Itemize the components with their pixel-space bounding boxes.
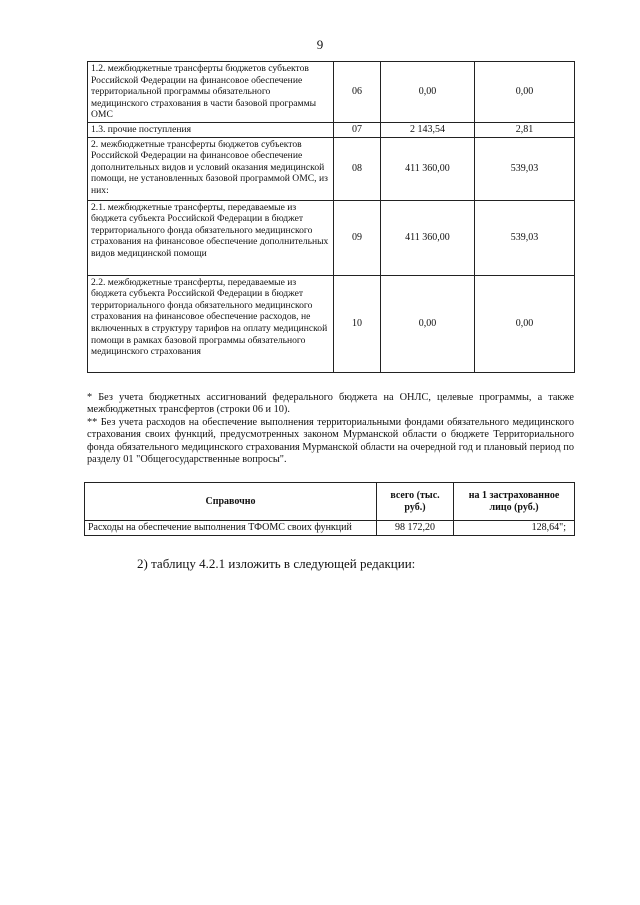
row-value-per-person: 0,00 [475, 62, 575, 123]
row-value-per-person: 539,03 [475, 200, 575, 275]
reference-header-row [85, 483, 575, 521]
table-row [88, 275, 575, 372]
reference-row-per-person: 128,64"; [454, 521, 575, 536]
row-value-per-person: 539,03 [475, 137, 575, 200]
row-value-total: 0,00 [381, 62, 475, 123]
row-code: 06 [334, 62, 381, 123]
row-value-total: 0,00 [381, 275, 475, 372]
row-code: 07 [334, 122, 381, 137]
table-row [88, 62, 575, 123]
footnote-1: * Без учета бюджетных ассигнований федерального бюджета на ОНЛС, целевые программы, а также межбюджетных трансфертов (строки 06 и 10). [87, 392, 574, 416]
reference-header-per-person: на 1 застрахованное лицо (руб.) [454, 483, 575, 521]
reference-row-label: Расходы на обеспечение выполнения ТФОМС своих функций [85, 521, 377, 536]
row-description: 1.2. межбюджетные трансферты бюджетов субъектов Российской Федерации на финансовое обеспечение территориальной программы обязательного медицинского страхования в части базовой программы ОМС [88, 62, 334, 123]
table-row [88, 200, 575, 275]
row-description: 1.3. прочие поступления [88, 122, 334, 137]
row-value-total: 411 360,00 [381, 200, 475, 275]
row-description: 2.2. межбюджетные трансферты, передаваемые из бюджета субъекта Российской Федерации в бюджет территориального фонда обязательного медицинского страхования на финансовое обеспечение расходов, не включенных в структуру тарифов на оплату медицинской помощи в рамках базовой программы обязательного медицинского страхования [88, 275, 334, 372]
table-row [88, 122, 575, 137]
reference-table [84, 482, 575, 536]
reference-header-total: всего (тыс. руб.) [377, 483, 454, 521]
main-table [87, 61, 575, 373]
page-number: 9 [316, 37, 324, 52]
row-value-per-person: 2,81 [475, 122, 575, 137]
row-code: 09 [334, 200, 381, 275]
row-code: 10 [334, 275, 381, 372]
footnotes [87, 392, 574, 466]
row-value-total: 2 143,54 [381, 122, 475, 137]
row-description: 2.1. межбюджетные трансферты, передаваемые из бюджета субъекта Российской Федерации в бюджет территориального фонда обязательного медицинского страхования на финансовое обеспечение дополнительных видов медицинской помощи [88, 200, 334, 275]
row-value-total: 411 360,00 [381, 137, 475, 200]
instruction-text: 2) таблицу 4.2.1 изложить в следующей редакции: [137, 556, 416, 571]
table-row [88, 137, 575, 200]
reference-header-label: Справочно [85, 483, 377, 521]
row-code: 08 [334, 137, 381, 200]
row-value-per-person: 0,00 [475, 275, 575, 372]
row-description: 2. межбюджетные трансферты бюджетов субъектов Российской Федерации на финансовое обеспечение дополнительных видов и условий оказания медицинской помощи, не установленных базовой программой ОМС, из них: [88, 137, 334, 200]
reference-row-total: 98 172,20 [377, 521, 454, 536]
table-row [85, 521, 575, 536]
footnote-2: ** Без учета расходов на обеспечение выполнения территориальными фондами обязательного медицинского страхования своих функций, предусмотренных законом Мурманской области о бюджете Территориального фонда обязательного медицинского страхования Мурманской области на очередной год и плановый период по разделу 01 "Общегосударственные вопросы". [87, 416, 574, 466]
